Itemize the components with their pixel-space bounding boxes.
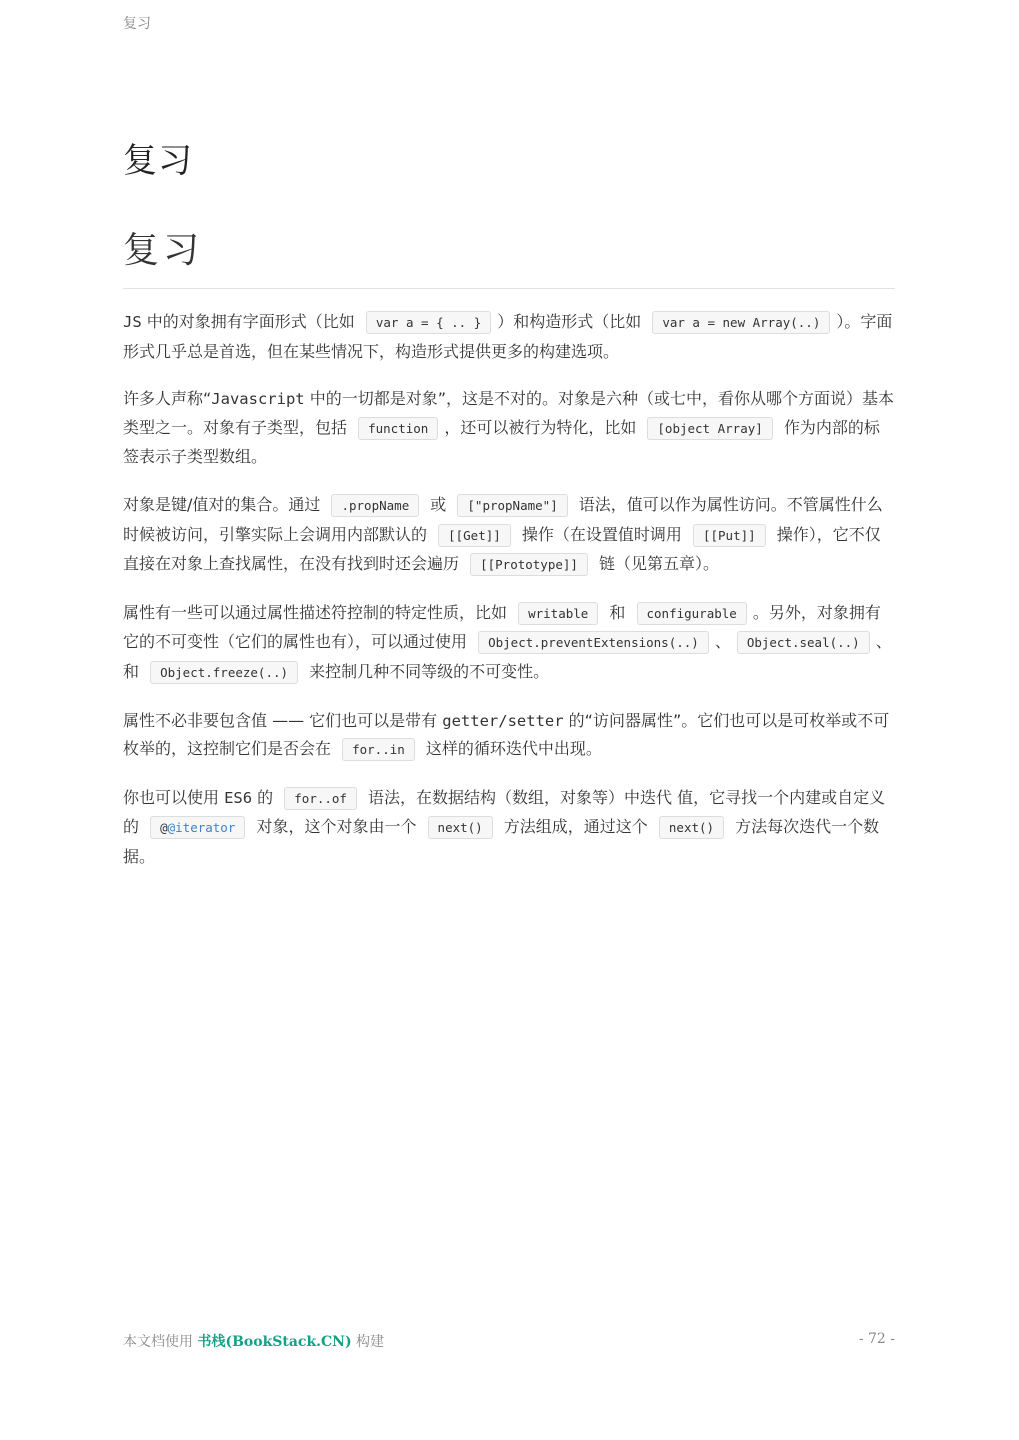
inline-code: .propName [331,494,419,517]
inline-code: for..of [284,787,357,810]
article-body [123,308,895,872]
text-run: 对象是键/值对的集合。通过 [123,494,326,514]
paragraph-property-descriptors [123,599,895,688]
text-run: 的 [252,787,279,807]
text-run: 方法组成，通过这个 [498,817,653,837]
page-footer [123,1331,895,1351]
paragraph-property-access [123,491,895,580]
paragraph-es6-iteration [123,784,895,872]
inline-code: var a = { .. } [366,311,491,334]
text-run: 的“访问器属性”。它们也可以是可枚举或不可枚举的，这控制它们是否会在 [123,710,890,759]
text-run: ES6 [224,788,253,807]
inline-code: function [358,417,438,440]
inline-code: Object.preventExtensions(..) [478,631,709,654]
inline-code: [object Array] [647,417,772,440]
text-run: 语法，在数据结构（数组，对象等）中迭代 值，它寻找一个内建或自定义的 [123,787,886,837]
footer-suffix: 构建 [351,1334,385,1350]
text-run: 对象，这个对象由一个 [251,817,422,837]
text-run: 、 [714,632,731,652]
text-run: ）。字面形式几乎总是首选，但在某些情况下，构造形式提供更多的构建选项。 [123,312,893,361]
inline-code: for..in [342,738,415,761]
text-run: 语法，值可以作为属性访问。不管属性什么时候被访问，引擎实际上会调用内部默认的 [123,494,883,544]
text-run: 中的一切都是对象”，这是不对的。对象是六种（或七中，看你从哪个方面说）基本类型之一。对象有子类型，包括 [123,389,895,437]
text-run: ，还可以被行为特化，比如 [444,417,642,437]
text-run: Javascript [211,390,305,409]
iterator-link[interactable]: @iterator [167,820,236,836]
inline-code: var a = new Array(..) [652,311,830,334]
bookstack-link[interactable]: 书栈(BookStack.CN) [197,1334,352,1350]
text-run: 。另外，对象拥有它的不可变性（它们的属性也有），可以通过使用 [123,602,881,652]
inline-code: ["propName"] [457,494,567,517]
text-run: 这样的循环迭代中出现。 [420,739,602,759]
inline-code: Object.seal(..) [737,631,870,654]
page-number: - 72 - [858,1331,895,1347]
text-run: 作为内部的标签表示子类型数组。 [123,417,880,467]
text-run: JS [123,313,142,331]
text-run: 许多人声称“ [123,389,212,409]
text-run: 属性不必非要包含值 —— 它们也可以是带有 [123,710,443,730]
inline-code: next() [659,816,724,839]
inline-code: writable [518,602,598,625]
page-content [123,138,895,891]
text-run: 你也可以使用 [123,787,225,807]
section-title: 复习 [123,228,895,289]
running-head: 复习 [123,16,151,32]
text-run: 和 [604,602,631,622]
inline-code: next() [428,816,493,839]
chapter-title: 复习 [123,141,193,181]
inline-code: Object.freeze(..) [150,661,298,684]
inline-code: [[Prototype]] [470,553,588,576]
text-run: 链（见第五章）。 [593,554,720,574]
footer-prefix: 本文档使用 [123,1334,198,1350]
paragraph-accessor-properties [123,707,895,765]
inline-code: [[Put]] [693,524,766,547]
text-run: 操作（在设置值时调用 [516,524,687,544]
code-prefix: @ [160,820,168,836]
text-run: 操作），它不仅直接在对象上查找属性，在没有找到时还会遍历 [123,524,881,574]
text-run: ）和构造形式（比如 [497,312,647,331]
text-run: 或 [425,494,452,514]
text-run: getter/setter [442,711,564,730]
text-run: 、和 [123,632,892,681]
text-run: 方法每次迭代一个数据。 [123,817,880,866]
text-run: 中的对象拥有字面形式（比如 [141,312,360,331]
text-run: 来控制几种不同等级的不可变性。 [304,661,550,681]
inline-code: configurable [637,602,747,625]
paragraph-object-types [123,385,895,472]
text-run: 属性有一些可以通过属性描述符控制的特定性质，比如 [123,602,513,622]
paragraph-object-forms [123,308,895,366]
inline-code [150,816,245,839]
inline-code: [[Get]] [438,524,511,547]
